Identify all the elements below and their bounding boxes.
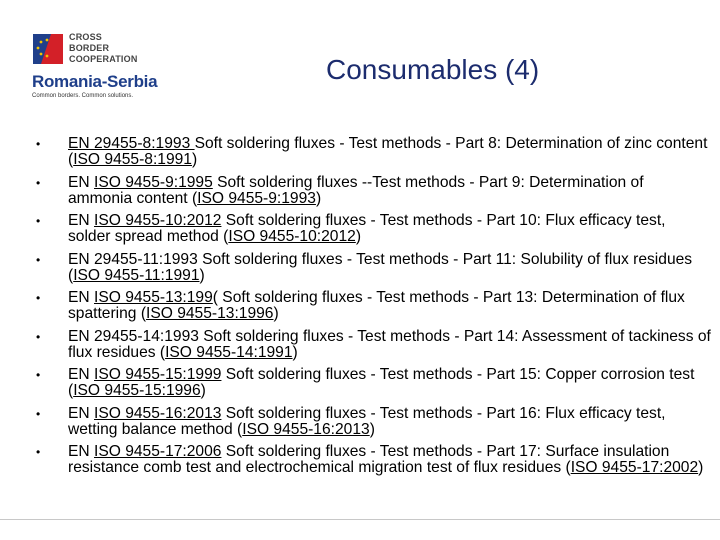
list-item: [36, 175, 711, 214]
list-item: [36, 136, 711, 175]
item-text: Soft soldering fluxes - Test methods - Part 15: Copper corrosion test (: [68, 366, 695, 400]
item-end: ): [191, 151, 198, 169]
iso-link[interactable]: ISO 9455-11:1991: [73, 266, 200, 284]
bullet-icon: •: [36, 137, 41, 151]
standards-list: [36, 136, 711, 483]
iso-link[interactable]: ISO 9455-14:1991: [165, 343, 293, 361]
iso-link[interactable]: ISO 9455-9:1993: [197, 189, 316, 207]
bullet-icon: •: [36, 406, 41, 421]
iso-link[interactable]: ISO 9455-8:1991: [73, 151, 192, 169]
item-text: Soft soldering fluxes - Test methods - Part 14: Assessment of tackiness of flux residues (: [68, 327, 711, 361]
logo-country: Romania-Serbia: [32, 72, 158, 91]
list-item: [36, 213, 711, 252]
logo-tagline: Common borders. Common solutions.: [32, 93, 134, 99]
item-prefix: EN: [68, 404, 94, 422]
item-end: ): [273, 305, 279, 323]
item-end: ): [315, 189, 322, 207]
list-item: [36, 290, 711, 329]
footer-divider: [0, 519, 720, 520]
bullet-icon: •: [36, 175, 41, 190]
standard-link[interactable]: ISO 9455-13:199: [94, 289, 213, 306]
list-item: [36, 406, 711, 445]
logo-line-2: BORDER: [69, 43, 110, 53]
list-item: [36, 252, 711, 291]
item-text: Soft soldering fluxes - Test methods - Part 17: Surface insulation resistance comb test and electrochemical migration test of flux residues (: [68, 443, 670, 477]
standard-link[interactable]: ISO 9455-17:2006: [94, 443, 222, 460]
logo-line-1: CROSS: [69, 32, 103, 42]
item-text: Soft soldering fluxes - Test methods - Part 11: Solubility of flux residues (: [68, 250, 693, 284]
standard-link[interactable]: ISO 9455-10:2012: [94, 212, 222, 229]
standard-link[interactable]: ISO 9455-16:2013: [94, 404, 222, 422]
bullet-icon: •: [36, 445, 41, 459]
item-end: ): [292, 343, 298, 361]
standard-link[interactable]: ISO 9455-9:1995: [94, 173, 213, 191]
item-text: Soft soldering fluxes - Test methods - Part 16: Flux efficacy test, wetting balance method (: [68, 404, 666, 438]
item-prefix: EN 29455-11:1993: [68, 250, 198, 268]
standard-link[interactable]: EN 29455-8:1993: [68, 135, 195, 152]
logo-wordmark: [69, 32, 138, 65]
bullet-icon: •: [36, 291, 41, 305]
item-prefix: EN 29455-14:1993: [68, 327, 199, 345]
item-prefix: EN: [68, 443, 94, 460]
item-prefix: EN: [68, 366, 94, 383]
eu-flag-icon: [33, 34, 63, 64]
item-end: ): [369, 420, 375, 438]
iso-link[interactable]: ISO 9455-17:2002: [570, 459, 699, 477]
bullet-icon: •: [36, 368, 41, 382]
item-text: ( Soft soldering fluxes - Test methods - Part 13: Determination of flux spattering (: [68, 289, 685, 323]
item-text: Soft soldering fluxes - Test methods - Part 10: Flux efficacy test, solder spread method (: [68, 212, 666, 246]
bullet-icon: •: [36, 214, 41, 228]
item-text: Soft soldering fluxes --Test methods - Part 9: Determination of ammonia content (: [68, 173, 644, 207]
item-end: ): [199, 266, 205, 284]
list-item: [36, 367, 711, 406]
item-prefix: EN: [68, 173, 94, 191]
logo-line-3: COOPERATION: [69, 54, 138, 64]
iso-link[interactable]: ISO 9455-16:2013: [242, 420, 370, 438]
item-prefix: EN: [68, 212, 94, 229]
bullet-icon: •: [36, 329, 41, 344]
item-end: ): [200, 382, 206, 400]
item-prefix: EN: [68, 289, 94, 306]
list-item: [36, 444, 711, 483]
item-end: ): [698, 459, 704, 477]
item-text: Soft soldering fluxes - Test methods - Part 8: Determination of zinc content (: [68, 135, 708, 169]
bullet-icon: •: [36, 252, 41, 267]
item-end: ): [355, 228, 362, 246]
iso-link[interactable]: ISO 9455-10:2012: [228, 228, 356, 246]
slide-title: Consumables (4): [326, 54, 540, 85]
standard-link[interactable]: ISO 9455-15:1999: [94, 366, 222, 383]
list-item: [36, 329, 711, 368]
cross-border-logo: [26, 30, 166, 106]
iso-link[interactable]: ISO 9455-15:1996: [73, 382, 201, 400]
iso-link[interactable]: ISO 9455-13:1996: [146, 305, 274, 323]
